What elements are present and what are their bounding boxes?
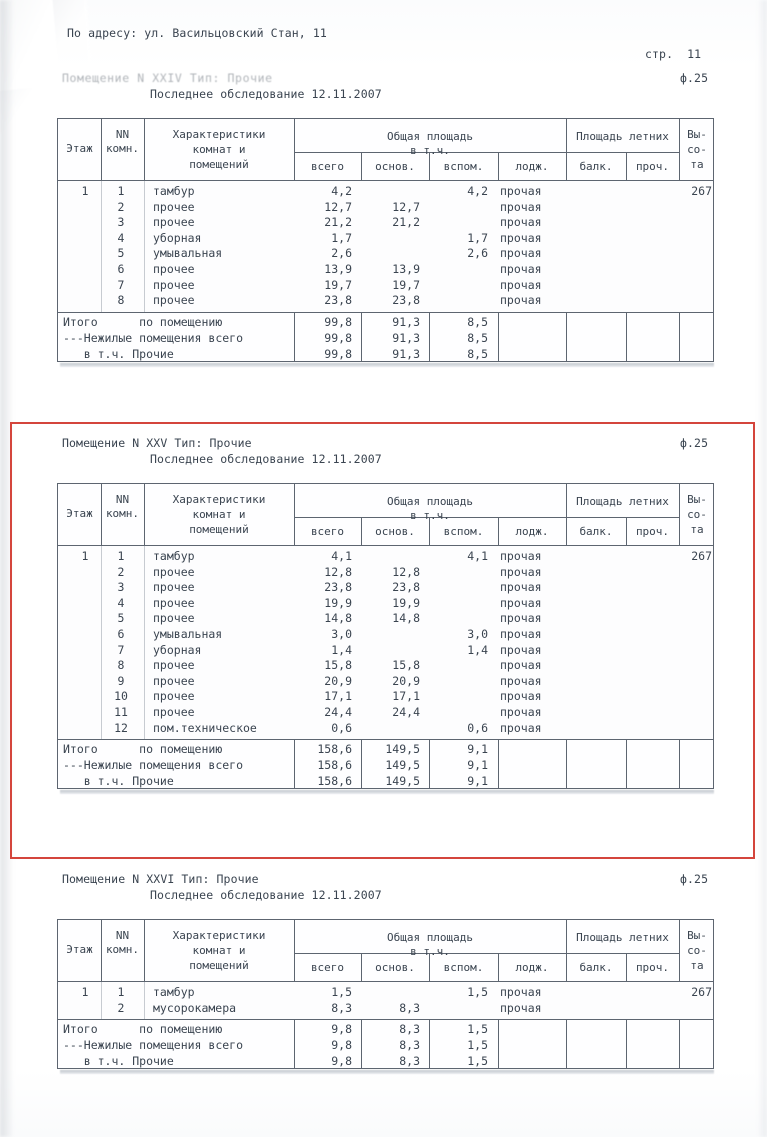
cell-room-number: 7 <box>117 277 125 292</box>
totals-main-area: 8,3 <box>399 1054 420 1069</box>
header-group-total-area: Общая площадь <box>386 931 474 944</box>
cell-total-area: 14,8 <box>324 611 352 626</box>
table-row <box>58 565 713 581</box>
header-room-nn-unit: комн. <box>105 142 140 155</box>
table-totals <box>57 312 714 362</box>
totals-main-area: 91,3 <box>392 314 420 329</box>
totals-row <box>58 314 713 330</box>
cell-summer-kind: прочая <box>500 277 542 292</box>
cell-main-area: 17,1 <box>392 689 420 704</box>
table-bottom-shadow <box>60 790 714 794</box>
header-col-main: основ. <box>375 160 415 173</box>
table-row <box>58 611 713 627</box>
header-col-other: проч. <box>635 961 670 974</box>
section-subtitle: Последнее обследование 12.11.2007 <box>150 87 382 101</box>
header-col-other: проч. <box>635 160 670 173</box>
table-row <box>58 200 713 216</box>
cell-room-number: 6 <box>117 626 125 641</box>
cell-summer-kind: прочая <box>500 564 542 579</box>
totals-label: ---Нежилые помещения всего <box>63 330 244 345</box>
cell-characteristic: умывальная <box>153 626 223 641</box>
cell-summer-kind: прочая <box>500 611 542 626</box>
cell-characteristic: прочее <box>153 215 195 230</box>
table-bottom-shadow <box>60 363 714 367</box>
header-col-aux: вспом. <box>443 525 484 538</box>
header-col-height-3: та <box>690 158 704 171</box>
totals-aux-area: 9,1 <box>467 774 488 789</box>
cell-room-number: 5 <box>117 611 125 626</box>
cell-total-area: 12,7 <box>324 199 352 214</box>
cell-room-number: 5 <box>117 246 125 261</box>
cell-aux-area: 1,4 <box>467 642 488 657</box>
header-characteristics-3: помещений <box>189 158 249 171</box>
cell-characteristic: прочее <box>153 199 195 214</box>
cell-total-area: 24,4 <box>324 704 352 719</box>
header-col-loggia: лодж. <box>515 961 549 974</box>
totals-label: в т.ч. Прочие <box>63 346 174 361</box>
table-header <box>57 483 714 546</box>
cell-aux-area: 4,2 <box>467 184 488 198</box>
cell-room-number: 8 <box>117 293 125 308</box>
cell-main-area: 15,8 <box>392 658 420 673</box>
header-col-balcony: балк. <box>579 525 613 538</box>
cell-room-number: 2 <box>117 1000 125 1015</box>
cell-total-area: 0,6 <box>331 720 352 735</box>
header-col-loggia: лодж. <box>515 160 549 173</box>
cell-summer-kind: прочая <box>500 704 542 719</box>
cell-total-area: 20,9 <box>324 673 352 688</box>
totals-main-area: 149,5 <box>385 774 420 789</box>
table-row <box>58 689 713 705</box>
cell-main-area: 8,3 <box>399 1000 420 1015</box>
table-header <box>57 919 714 982</box>
cell-main-area: 21,2 <box>392 215 420 230</box>
header-floor: Этаж <box>66 507 93 520</box>
cell-characteristic: уборная <box>153 230 202 245</box>
totals-aux-area: 8,5 <box>467 330 488 345</box>
table-row <box>58 215 713 231</box>
cell-characteristic: прочее <box>153 293 195 308</box>
totals-label: ---Нежилые помещения всего <box>63 1038 244 1053</box>
totals-total-area: 158,6 <box>317 742 352 757</box>
cell-main-area: 12,8 <box>392 564 420 579</box>
cell-floor: 1 <box>81 985 89 999</box>
cell-summer-kind: прочая <box>500 261 542 276</box>
header-characteristics-3: помещений <box>189 523 249 536</box>
header-room-nn-unit: комн. <box>105 507 140 520</box>
totals-aux-area: 8,5 <box>467 314 488 329</box>
header-room-nn: NN <box>115 929 130 942</box>
cell-summer-kind: прочая <box>500 184 542 198</box>
table-body <box>57 181 714 312</box>
totals-total-area: 99,8 <box>324 346 352 361</box>
totals-row <box>58 1021 713 1037</box>
table-row <box>58 262 713 278</box>
cell-main-area: 19,7 <box>392 277 420 292</box>
header-col-height-3: та <box>690 959 704 972</box>
table-bottom-shadow <box>60 1070 714 1074</box>
header-col-aux: вспом. <box>443 160 484 173</box>
table-row <box>58 627 713 643</box>
totals-row <box>58 741 713 757</box>
header-characteristics-2: комнат и <box>192 508 246 521</box>
totals-row <box>58 330 713 346</box>
totals-label: в т.ч. Прочие <box>63 774 174 789</box>
table-row <box>58 1001 713 1017</box>
totals-aux-area: 1,5 <box>467 1038 488 1053</box>
table-row <box>58 705 713 721</box>
totals-label: Итого по помещению <box>63 742 223 757</box>
cell-room-number: 9 <box>117 673 125 688</box>
header-col-total: всего <box>310 525 345 538</box>
header-col-balcony: балк. <box>579 160 613 173</box>
cell-total-area: 1,5 <box>331 985 352 999</box>
cell-main-area: 20,9 <box>392 673 420 688</box>
cell-aux-area: 1,7 <box>467 230 488 245</box>
cell-total-area: 12,8 <box>324 564 352 579</box>
cell-aux-area: 2,6 <box>467 246 488 261</box>
table-totals <box>57 1019 714 1069</box>
cell-room-number: 3 <box>117 215 125 230</box>
totals-aux-area: 8,5 <box>467 346 488 361</box>
header-group-total-area: Общая площадь <box>386 495 474 508</box>
header-col-height-2: со- <box>687 944 707 957</box>
totals-total-area: 9,8 <box>331 1054 352 1069</box>
totals-row <box>58 1037 713 1053</box>
cell-floor: 1 <box>81 184 89 198</box>
cell-total-area: 3,0 <box>331 626 352 641</box>
cell-characteristic: прочее <box>153 611 195 626</box>
table-body <box>57 982 714 1019</box>
cell-total-area: 19,7 <box>324 277 352 292</box>
cell-main-area: 14,8 <box>392 611 420 626</box>
cell-main-area: 13,9 <box>392 261 420 276</box>
section-table <box>57 919 714 1069</box>
cell-room-number: 1 <box>117 549 125 563</box>
totals-total-area: 9,8 <box>331 1038 352 1053</box>
header-col-loggia: лодж. <box>515 525 549 538</box>
header-group-total-area: Общая площадь <box>386 130 474 143</box>
cell-room-number: 8 <box>117 658 125 673</box>
table-row <box>58 658 713 674</box>
totals-aux-area: 9,1 <box>467 758 488 773</box>
section-table <box>57 118 714 362</box>
cell-room-number: 6 <box>117 261 125 276</box>
header-characteristics-2: комнат и <box>192 944 246 957</box>
cell-characteristic: прочее <box>153 704 195 719</box>
header-room-nn-unit: комн. <box>105 943 140 956</box>
cell-room-number: 1 <box>117 184 125 198</box>
cell-room-number: 2 <box>117 564 125 579</box>
table-row <box>58 231 713 247</box>
cell-aux-area: 3,0 <box>467 626 488 641</box>
table-row <box>58 580 713 596</box>
address-line: По адресу: ул. Васильцовский Стан, 11 <box>67 26 327 40</box>
cell-height: 267 <box>691 184 712 198</box>
cell-main-area: 24,4 <box>392 704 420 719</box>
totals-main-area: 149,5 <box>385 742 420 757</box>
cell-summer-kind: прочая <box>500 658 542 673</box>
cell-summer-kind: прочая <box>500 642 542 657</box>
cell-summer-kind: прочая <box>500 1000 542 1015</box>
totals-aux-area: 9,1 <box>467 742 488 757</box>
totals-total-area: 158,6 <box>317 774 352 789</box>
cell-room-number: 2 <box>117 199 125 214</box>
header-floor: Этаж <box>66 943 93 956</box>
header-floor: Этаж <box>66 142 93 155</box>
cell-total-area: 19,9 <box>324 595 352 610</box>
cell-main-area: 12,7 <box>392 199 420 214</box>
cell-characteristic: прочее <box>153 658 195 673</box>
cell-characteristic: прочее <box>153 595 195 610</box>
cell-room-number: 7 <box>117 642 125 657</box>
header-group-summer-area: Площадь летних <box>576 931 669 944</box>
cell-total-area: 23,8 <box>324 580 352 595</box>
totals-label: Итого по помещению <box>63 1022 223 1037</box>
table-row <box>58 184 713 200</box>
totals-total-area: 99,8 <box>324 314 352 329</box>
totals-main-area: 8,3 <box>399 1022 420 1037</box>
cell-total-area: 4,2 <box>331 184 352 198</box>
cell-summer-kind: прочая <box>500 230 542 245</box>
header-col-height-3: та <box>690 523 704 536</box>
cell-total-area: 4,1 <box>331 549 352 563</box>
header-col-aux: вспом. <box>443 961 484 974</box>
cell-summer-kind: прочая <box>500 580 542 595</box>
header-group-summer-area: Площадь летних <box>576 495 669 508</box>
cell-room-number: 1 <box>117 985 125 999</box>
section-table <box>57 483 714 789</box>
table-row <box>58 278 713 294</box>
cell-characteristic: прочее <box>153 673 195 688</box>
header-group-rule <box>566 953 679 954</box>
cell-total-area: 8,3 <box>331 1000 352 1015</box>
table-row <box>58 549 713 565</box>
header-col-height-2: со- <box>687 143 707 156</box>
cell-summer-kind: прочая <box>500 985 542 999</box>
table-body <box>57 546 714 739</box>
cell-height: 267 <box>691 549 712 563</box>
cell-total-area: 2,6 <box>331 246 352 261</box>
cell-characteristic: пом.техническое <box>153 720 257 735</box>
cell-summer-kind: прочая <box>500 626 542 641</box>
section-form-code: ф.25 <box>680 71 709 85</box>
section-title: Помещение N XXVI Тип: Прочие <box>62 872 259 886</box>
totals-main-area: 149,5 <box>385 758 420 773</box>
table-row <box>58 674 713 690</box>
totals-label: ---Нежилые помещения всего <box>63 758 244 773</box>
cell-summer-kind: прочая <box>500 673 542 688</box>
section-form-code: ф.25 <box>680 436 709 450</box>
cell-summer-kind: прочая <box>500 199 542 214</box>
header-col-total: всего <box>310 961 345 974</box>
cell-summer-kind: прочая <box>500 689 542 704</box>
cell-room-number: 4 <box>117 595 125 610</box>
totals-total-area: 9,8 <box>331 1022 352 1037</box>
header-subgroup-including: в т.ч. <box>410 945 450 958</box>
totals-total-area: 99,8 <box>324 330 352 345</box>
header-characteristics-3: помещений <box>189 959 249 972</box>
cell-room-number: 10 <box>114 689 128 704</box>
header-col-height-2: со- <box>687 508 707 521</box>
cell-aux-area: 0,6 <box>467 720 488 735</box>
totals-label: Итого по помещению <box>63 314 223 329</box>
header-group-summer-area: Площадь летних <box>576 130 669 143</box>
cell-total-area: 1,7 <box>331 230 352 245</box>
header-room-nn: NN <box>115 493 130 506</box>
table-header <box>57 118 714 181</box>
table-row <box>58 596 713 612</box>
cell-summer-kind: прочая <box>500 595 542 610</box>
cell-room-number: 12 <box>114 720 128 735</box>
totals-row <box>58 346 713 362</box>
header-col-height-1: Вы- <box>687 493 707 506</box>
cell-characteristic: тамбур <box>153 184 195 198</box>
cell-main-area: 19,9 <box>392 595 420 610</box>
cell-height: 267 <box>691 985 712 999</box>
cell-characteristic: прочее <box>153 261 195 276</box>
section-subtitle: Последнее обследование 12.11.2007 <box>150 888 382 902</box>
header-characteristics-1: Характеристики <box>172 493 266 506</box>
totals-total-area: 158,6 <box>317 758 352 773</box>
header-col-height-1: Вы- <box>687 128 707 141</box>
table-row <box>58 985 713 1001</box>
cell-main-area: 23,8 <box>392 580 420 595</box>
section-title: Помещение N XXV Тип: Прочие <box>62 436 252 450</box>
header-subgroup-including: в т.ч. <box>410 144 450 157</box>
cell-room-number: 4 <box>117 230 125 245</box>
cell-characteristic: прочее <box>153 580 195 595</box>
section-subtitle: Последнее обследование 12.11.2007 <box>150 452 382 466</box>
table-totals <box>57 739 714 789</box>
cell-summer-kind: прочая <box>500 215 542 230</box>
totals-main-area: 91,3 <box>392 346 420 361</box>
cell-total-area: 21,2 <box>324 215 352 230</box>
totals-row <box>58 773 713 789</box>
totals-label: в т.ч. Прочие <box>63 1054 174 1069</box>
cell-characteristic: прочее <box>153 277 195 292</box>
cell-total-area: 13,9 <box>324 261 352 276</box>
header-col-balcony: балк. <box>579 961 613 974</box>
header-col-total: всего <box>310 160 345 173</box>
cell-total-area: 1,4 <box>331 642 352 657</box>
cell-characteristic: прочее <box>153 564 195 579</box>
header-col-main: основ. <box>375 525 415 538</box>
section-form-code: ф.25 <box>680 872 709 886</box>
cell-main-area: 23,8 <box>392 293 420 308</box>
cell-summer-kind: прочая <box>500 549 542 563</box>
cell-characteristic: тамбур <box>153 549 195 563</box>
totals-aux-area: 1,5 <box>467 1022 488 1037</box>
cell-characteristic: прочее <box>153 689 195 704</box>
header-subgroup-including: в т.ч. <box>410 509 450 522</box>
page-number-label: стр. 11 <box>645 47 702 61</box>
cell-aux-area: 4,1 <box>467 549 488 563</box>
totals-row <box>58 1053 713 1069</box>
table-row <box>58 721 713 737</box>
cell-characteristic: умывальная <box>153 246 223 261</box>
cell-characteristic: уборная <box>153 642 202 657</box>
header-characteristics-1: Характеристики <box>172 929 266 942</box>
cell-floor: 1 <box>81 549 89 563</box>
totals-main-area: 91,3 <box>392 330 420 345</box>
totals-aux-area: 1,5 <box>467 1054 488 1069</box>
header-room-nn: NN <box>115 128 130 141</box>
header-group-rule <box>566 517 679 518</box>
cell-room-number: 11 <box>114 704 128 719</box>
section-title: Помещение N XXIV Тип: Прочие <box>62 71 273 85</box>
table-row <box>58 643 713 659</box>
cell-summer-kind: прочая <box>500 720 542 735</box>
header-characteristics-1: Характеристики <box>172 128 266 141</box>
header-group-rule <box>566 152 679 153</box>
totals-row <box>58 757 713 773</box>
table-row <box>58 246 713 262</box>
totals-main-area: 8,3 <box>399 1038 420 1053</box>
header-col-main: основ. <box>375 961 415 974</box>
cell-total-area: 15,8 <box>324 658 352 673</box>
cell-characteristic: тамбур <box>153 985 195 999</box>
cell-room-number: 3 <box>117 580 125 595</box>
cell-total-area: 17,1 <box>324 689 352 704</box>
header-col-height-1: Вы- <box>687 929 707 942</box>
cell-total-area: 23,8 <box>324 293 352 308</box>
cell-aux-area: 1,5 <box>467 985 488 999</box>
header-col-other: проч. <box>635 525 670 538</box>
table-row <box>58 293 713 309</box>
cell-characteristic: мусорокамера <box>153 1000 237 1015</box>
cell-summer-kind: прочая <box>500 293 542 308</box>
header-characteristics-2: комнат и <box>192 143 246 156</box>
cell-summer-kind: прочая <box>500 246 542 261</box>
